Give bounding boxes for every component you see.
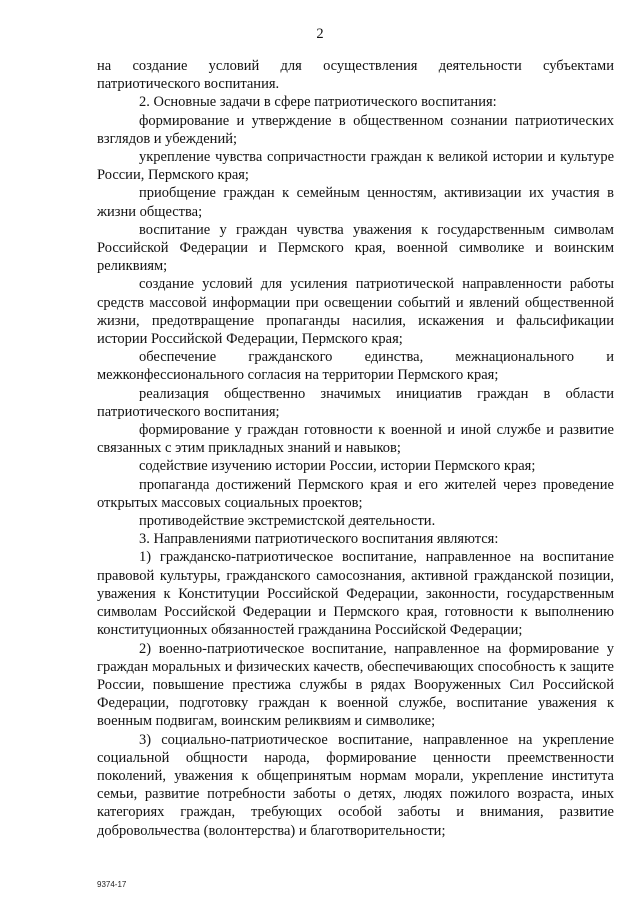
list-item: формирование у граждан готовности к военной и иной службе и развитие связанных с этим прикладных знаний и навыков; xyxy=(97,422,614,457)
list-item: укрепление чувства сопричастности граждан к великой истории и культуре России, Пермского края; xyxy=(97,149,614,184)
document-body xyxy=(97,57,614,840)
list-item: 3) социально-патриотическое воспитание, направленное на укрепление социальной общности народа, формирование ценности преемственности поколений, уважения к общепринятым нормам морали, укрепление института семьи, развитие потребности заботы о детях, людях пожилого возраста, иных категориях граждан, требующих особой заботы и внимания, развитие добровольчества (волонтерства) и благотворительности; xyxy=(97,731,614,839)
document-code: 9374-17 xyxy=(97,880,127,889)
list-item: содействие изучению истории России, истории Пермского края; xyxy=(139,458,536,475)
section-heading-3: 3. Направлениями патриотического воспитания являются: xyxy=(139,531,499,548)
list-item: пропаганда достижений Пермского края и его жителей через проведение открытых массовых социальных проектов; xyxy=(97,476,614,511)
list-item: противодействие экстремистской деятельности. xyxy=(139,513,436,530)
list-item: 2) военно-патриотическое воспитание, направленное на формирование у граждан моральных и физических качеств, обеспечивающих способность к защите России, повышение престижа службы в рядах Вооруженных Сил Российской Федерации, подготовку граждан к военной службе, воспитание уважения к военным подвигам, воинским реликвиям и символике; xyxy=(97,640,614,730)
list-item: создание условий для усиления патриотической направленности работы средств массовой информации при освещении событий и явлений общественной жизни, предотвращение пропаганды насилия, искажения и фальсификации истории Российской Федерации, Пермского края; xyxy=(97,276,614,348)
paragraph-continuation: на создание условий для осуществления деятельности субъектами патриотического воспитания. xyxy=(97,58,614,93)
section-heading-2: 2. Основные задачи в сфере патриотического воспитания: xyxy=(139,94,497,111)
list-item: 1) гражданско-патриотическое воспитание, направленное на воспитание правовой культуры, гражданского самосознания, активной гражданской позиции, уважения к Конституции Российской Федерации, законности, государственным символам Российской Федерации и Пермского края, готовности к выполнению конституционных обязанностей гражданина Российской Федерации; xyxy=(97,549,614,639)
list-item: воспитание у граждан чувства уважения к государственным символам Российской Федерации и Пермского края, военной символике и воинским реликвиям; xyxy=(97,221,614,275)
list-item: формирование и утверждение в общественном сознании патриотических взглядов и убеждений; xyxy=(97,112,614,147)
page-number: 2 xyxy=(316,26,324,42)
list-item: реализация общественно значимых инициатив граждан в области патриотического воспитания; xyxy=(97,385,614,420)
list-item: обеспечение гражданского единства, межнационального и межконфессионального согласия на территории Пермского края; xyxy=(97,349,614,384)
list-item: приобщение граждан к семейным ценностям, активизации их участия в жизни общества; xyxy=(97,185,614,220)
